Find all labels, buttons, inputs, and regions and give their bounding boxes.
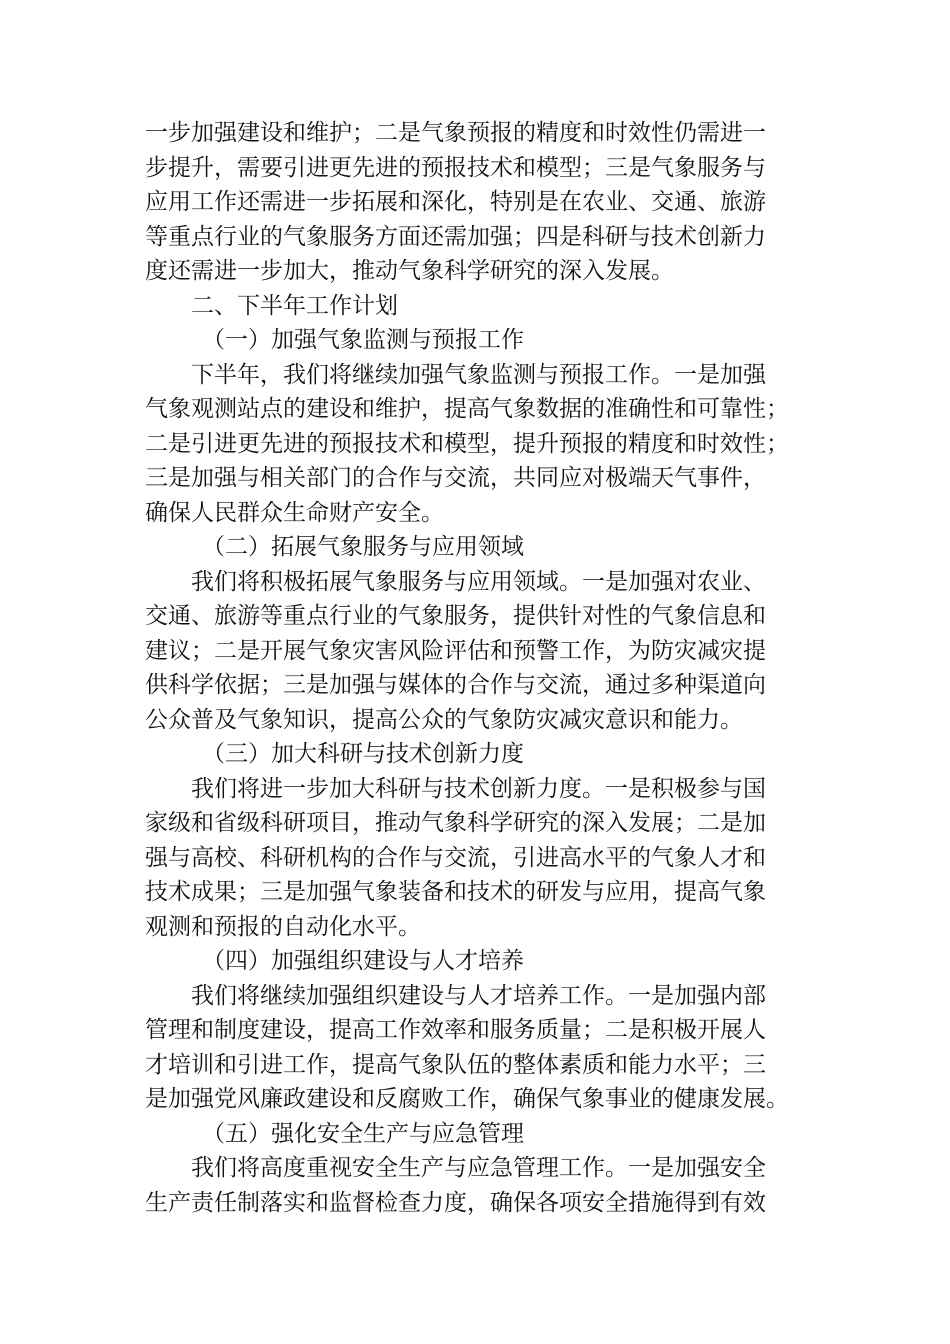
paragraph-line: 三是加强与相关部门的合作与交流，共同应对极端天气事件， bbox=[145, 465, 766, 491]
paragraph-line: 交通、旅游等重点行业的气象服务，提供针对性的气象信息和 bbox=[145, 603, 766, 629]
paragraph-line: 是加强党风廉政建设和反腐败工作，确保气象事业的健康发展。 bbox=[145, 1086, 789, 1112]
document-body bbox=[145, 116, 813, 1220]
paragraph-line: 才培训和引进工作，提高气象队伍的整体素质和能力水平；三 bbox=[145, 1051, 766, 1078]
paragraph-line: 观测和预报的自动化水平。 bbox=[145, 913, 421, 940]
paragraph-line: 供科学依据；三是加强与媒体的合作与交流，通过多种渠道向 bbox=[145, 672, 766, 698]
paragraph-line: 我们将进一步加大科研与技术创新力度。一是积极参与国 bbox=[191, 775, 766, 802]
paragraph-line: 我们将高度重视安全生产与应急管理工作。一是加强安全 bbox=[191, 1155, 766, 1181]
subsection-heading-4: （四）加强组织建设与人才培养 bbox=[202, 948, 524, 974]
paragraph-line: 确保人民群众生命财产安全。 bbox=[145, 499, 444, 526]
section-heading: 二、下半年工作计划 bbox=[191, 292, 398, 319]
paragraph-line: 我们将积极拓展气象服务与应用领域。一是加强对农业、 bbox=[191, 568, 766, 595]
paragraph-line: 公众普及气象知识，提高公众的气象防灾减灾意识和能力。 bbox=[145, 706, 743, 733]
paragraph-line: 等重点行业的气象服务方面还需加强；四是科研与技术创新力 bbox=[145, 223, 766, 250]
subsection-heading-2: （二）拓展气象服务与应用领域 bbox=[202, 534, 524, 560]
paragraph-line: 技术成果；三是加强气象装备和技术的研发与应用，提高气象 bbox=[145, 879, 766, 905]
paragraph-line: 强与高校、科研机构的合作与交流，引进高水平的气象人才和 bbox=[145, 844, 766, 871]
subsection-heading-5: （五）强化安全生产与应急管理 bbox=[202, 1120, 524, 1147]
paragraph-line: 下半年，我们将继续加强气象监测与预报工作。一是加强 bbox=[191, 361, 766, 388]
paragraph-line: 一步加强建设和维护；二是气象预报的精度和时效性仍需进一 bbox=[145, 120, 766, 146]
subsection-heading-1: （一）加强气象监测与预报工作 bbox=[202, 327, 524, 353]
paragraph-line: 我们将继续加强组织建设与人才培养工作。一是加强内部 bbox=[191, 982, 766, 1009]
paragraph-line: 生产责任制落实和监督检查力度，确保各项安全措施得到有效 bbox=[145, 1189, 766, 1216]
paragraph-line: 家级和省级科研项目，推动气象科学研究的深入发展；二是加 bbox=[145, 810, 766, 836]
subsection-heading-3: （三）加大科研与技术创新力度 bbox=[202, 741, 524, 767]
paragraph-line: 管理和制度建设，提高工作效率和服务质量；二是积极开展人 bbox=[145, 1017, 766, 1043]
paragraph-line: 度还需进一步加大，推动气象科学研究的深入发展。 bbox=[145, 258, 674, 284]
paragraph-line: 应用工作还需进一步拓展和深化，特别是在农业、交通、旅游 bbox=[145, 189, 766, 215]
paragraph-line: 气象观测站点的建设和维护，提高气象数据的准确性和可靠性； bbox=[145, 396, 789, 422]
paragraph-line: 二是引进更先进的预报技术和模型，提升预报的精度和时效性； bbox=[145, 430, 789, 457]
paragraph-line: 步提升，需要引进更先进的预报技术和模型；三是气象服务与 bbox=[145, 154, 766, 181]
paragraph-line: 建议；二是开展气象灾害风险评估和预警工作，为防灾减灾提 bbox=[145, 637, 766, 664]
